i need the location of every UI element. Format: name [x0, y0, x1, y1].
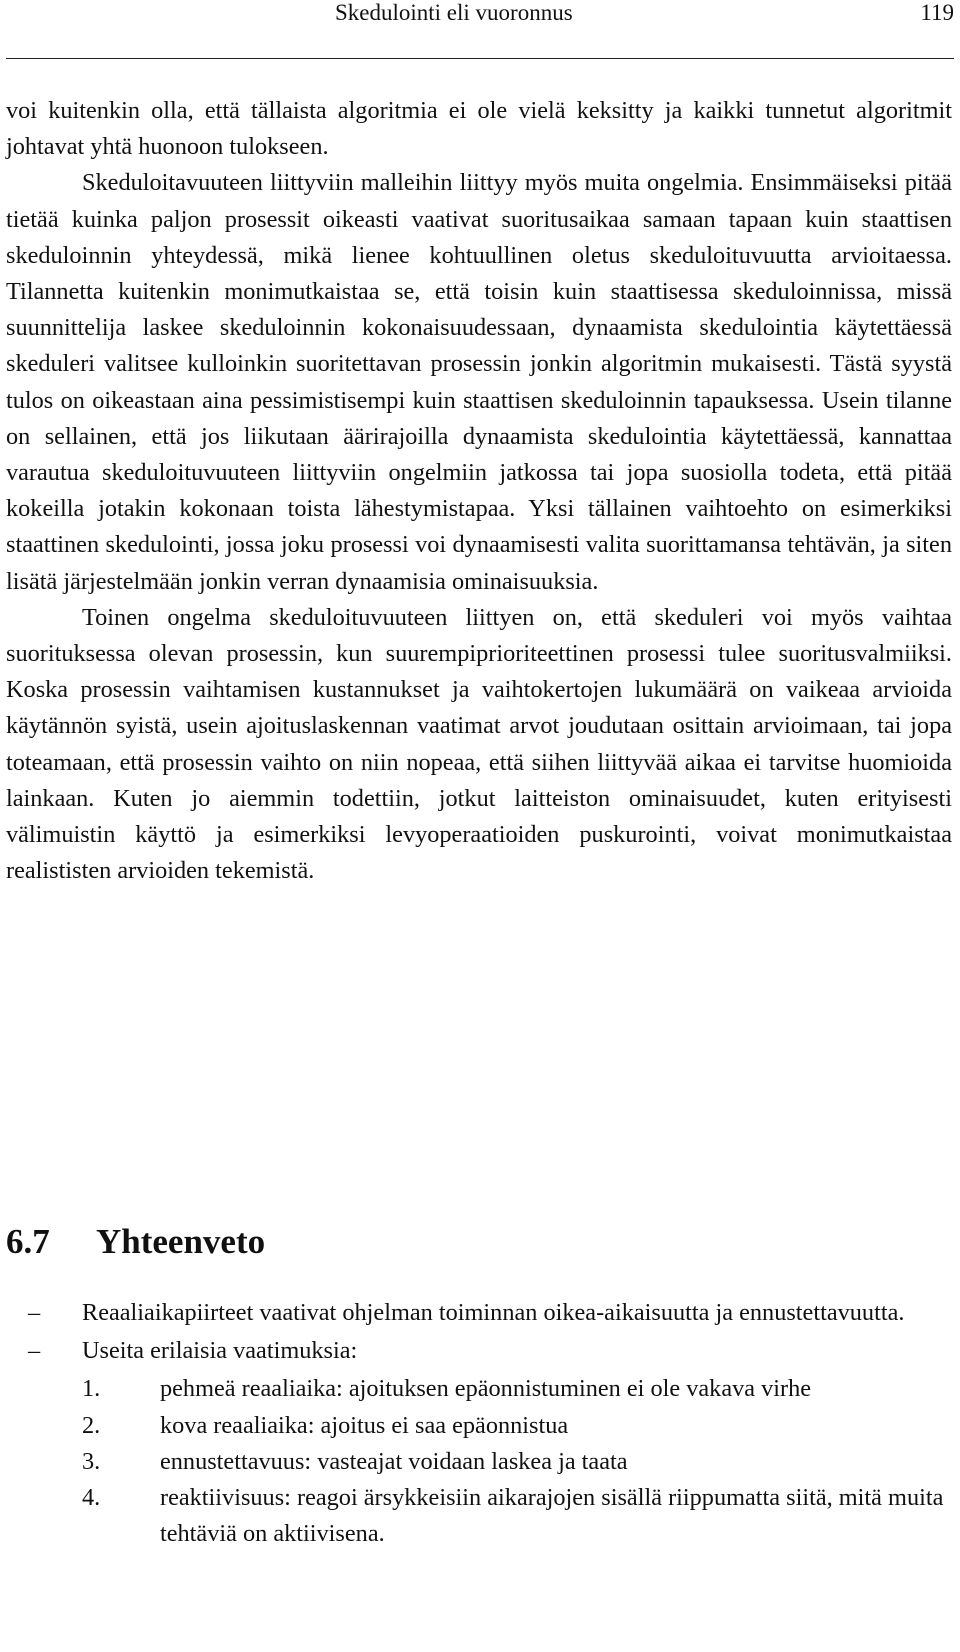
list-item-text: Useita erilaisia vaatimuksia:: [82, 1337, 358, 1365]
dash-bullet: –: [28, 1299, 41, 1326]
running-title: Skedulointi eli vuoronnus: [335, 0, 573, 25]
item-text: reaktiivisuus: reagoi ärsykkeisiin aikarajojen sisällä riippumatta siitä, mitä muita tehtäviä on aktiivisena.: [160, 1484, 944, 1548]
item-number: 3.: [82, 1447, 101, 1475]
page-number: 119: [920, 0, 954, 25]
item-number: 4.: [82, 1484, 101, 1512]
list-item: [6, 1295, 952, 1331]
numbered-item: [6, 1480, 952, 1552]
numbered-item: [6, 1444, 952, 1480]
item-text: kova reaaliaika: ajoitus ei saa epäonnistua: [160, 1411, 569, 1439]
list-item-text: Reaaliaikapiirteet vaativat ohjelman toiminnan oikea-aikaisuutta ja ennustettavuutta.: [82, 1299, 905, 1326]
item-number: 1.: [82, 1375, 101, 1403]
paragraph: Toinen ongelma skeduloituvuuteen liittyen on, että skeduleri voi myös vaihtaa suorituksessa olevan prosessin, kun suurempiprioriteettinen prosessi tulee suoritusvalmiiksi. Koska prosessin vaihtamisen kustannukset ja vaihtokertojen lukumäärä on vaikeaa arvioida käytännön syistä, usein ajoituslaskennan vaatimat arvot joudutaan osittain arvioimaan, tai jopa toteamaan, että prosessin vaihto on niin nopeaa, että siihen liittyvää aikaa ei tarvitse huomioida lainkaan. Kuten jo aiemmin todettiin, jotkut laitteiston ominaisuudet, kuten erityisesti välimuistin käyttö ja esimerkiksi levyoperaatioiden puskurointi, voivat monimutkaistaa realististen arvioiden tekemistä.: [6, 603, 952, 885]
item-text: pehmeä reaaliaika: ajoituksen epäonnistuminen ei ole vakava virhe: [160, 1375, 812, 1403]
numbered-item: [6, 1371, 952, 1407]
section-title: Yhteenveto: [96, 1222, 266, 1261]
paragraph: Skeduloitavuuteen liittyviin malleihin liittyy myös muita ongelmia. Ensimmäiseksi pitää tietää kuinka paljon prosessit oikeasti vaativat suoritusaikaa samaan tapaan kuin staattisen skeduloinnin yhteydessä, mikä lienee kohtuullinen oletus skeduloituvuutta arvioitaessa. Tilannetta kuitenkin monimutkaistaa se, että toisin kuin staattisessa skeduloinnissa, missä suunnittelija laskee skeduloinnin kokonaisuudessaan, dynaamista skedulointia käytettäessä skeduleri valitsee kulloinkin suoritettavan prosessin jonkin algoritmin mukaisesti. Tästä syystä tulos on oikeastaan aina pessimistisempi kuin staattisen skeduloinnin tapauksessa. Usein tilanne on sellainen, että jos liikutaan äärirajoilla dynaamista skedulointia käytettäessä, kannattaa varautua skeduloituvuuteen liittyviin ongelmiin jatkossa tai jopa suosiolla todeta, että pitää kokeilla jotakin kokonaan toista lähestymistapaa. Yksi tällainen vaihtoehto on esimerkiksi staattinen skedulointi, jossa joku prosessi voi dynaamisesti valita suorittamansa tehtävän, ja siten lisätä järjestelmään jonkin verran dynaamisia ominaisuuksia.: [6, 169, 952, 595]
paragraph: voi kuitenkin olla, että tällaista algoritmia ei ole vielä keksitty ja kaikki tunnetut algoritmit johtavat yhtä huonoon tulokseen.: [6, 97, 952, 161]
header-rule: [6, 58, 954, 59]
section-heading: [6, 1220, 265, 1264]
item-number: 2.: [82, 1411, 101, 1439]
item-text: ennustettavuus: vasteajat voidaan laskea ja taata: [160, 1447, 628, 1475]
numbered-list: [6, 1371, 952, 1552]
list-item: [6, 1333, 952, 1369]
summary-list: [6, 1295, 952, 1552]
numbered-item: [6, 1408, 952, 1444]
dash-bullet: –: [28, 1337, 41, 1365]
running-header: [0, 0, 960, 58]
section-number: 6.7: [6, 1222, 50, 1261]
body-text: [6, 93, 952, 889]
